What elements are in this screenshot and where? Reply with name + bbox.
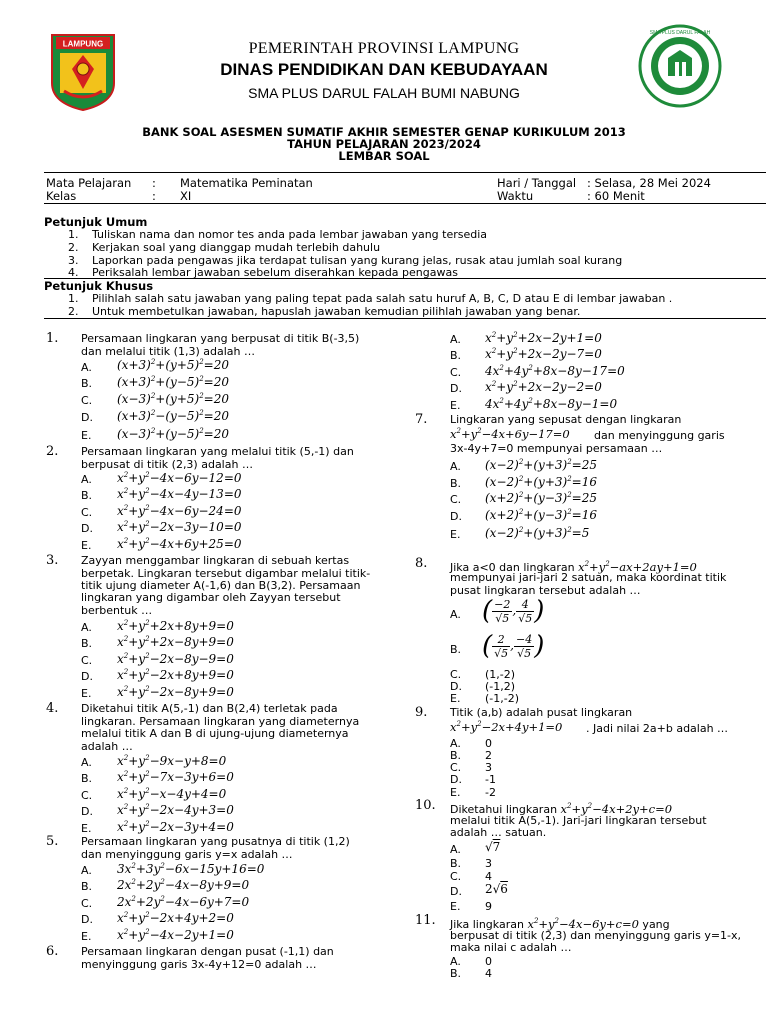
q2-option-d: $x^2+y^2-2x-3y-10=0$ <box>117 520 242 534</box>
pu-item-3: Laporkan pada pengawas jika terdapat tulisan yang kurang jelas, rusak atau jumlah soal kurang <box>92 254 623 267</box>
q10-letter-d: D. <box>450 885 462 898</box>
kelas-label: Kelas <box>46 189 77 203</box>
q2-text-2: berpusat di titik (2,3) adalah … <box>81 458 253 471</box>
q10-equation: $x^2+y^2-4x+2y+c=0$ <box>560 801 673 816</box>
q2-number: 2. <box>46 444 59 459</box>
kelas-value: XI <box>180 189 192 203</box>
q3-text-4: lingkaran yang digambar oleh Zayyan tersebut <box>81 591 341 604</box>
kelas-colon: : <box>152 189 156 203</box>
q3-letter-a: A. <box>81 621 92 634</box>
q4-letter-e: E. <box>81 822 92 835</box>
q10-option-e: 9 <box>485 900 492 913</box>
q5-letter-a: A. <box>81 864 92 877</box>
q1-letter-b: B. <box>81 377 93 390</box>
header-department: DINAS PENDIDIKAN DAN KEBUDAYAAN <box>220 60 548 79</box>
q3-text-1: Zayyan menggambar lingkaran di sebuah kertas <box>81 554 350 567</box>
q1-option-b: $(x+3)^2+(y-5)^2=20$ <box>117 375 229 389</box>
q4-text-1: Diketahui titik A(5,-1) dan B(2,4) terletak pada <box>81 702 338 715</box>
q11-equation: $x^2+y^2-4x-6y+c=0$ <box>527 916 639 931</box>
q5-letter-e: E. <box>81 930 92 943</box>
q3-text-5: berbentuk … <box>81 604 153 617</box>
header-government: PEMERINTAH PROVINSI LAMPUNG <box>248 40 520 57</box>
mapel-value: Matematika Peminatan <box>180 176 313 190</box>
q8-text-1a: Jika a<0 dan lingkaran <box>450 560 579 574</box>
q7-text-2: dan menyinggung garis <box>594 429 725 442</box>
hari-value: : Selasa, 28 Mei 2024 <box>587 176 711 190</box>
q7-number: 7. <box>415 412 428 427</box>
q1-letter-a: A. <box>81 361 92 374</box>
logo-left-text: LAMPUNG <box>62 39 104 49</box>
pu-item-2: Kerjakan soal yang dianggap mudah terlebih dahulu <box>92 241 381 254</box>
svg-text:★: ★ <box>652 64 659 72</box>
q3-option-a: $x^2+y^2+2x+8y+9=0$ <box>117 619 234 633</box>
q8-text-3: pusat lingkaran tersebut adalah … <box>450 584 641 597</box>
q1-option-e: $(x-3)^2+(y-5)^2=20$ <box>117 427 229 441</box>
q1-text-2: dan melalui titik (1,3) adalah … <box>81 345 255 358</box>
q5-option-b: $2x^2+2y^2-4x-8y+9=0$ <box>117 878 250 892</box>
q10-letter-c: C. <box>450 870 462 883</box>
q11-text-1b: yang <box>638 917 670 931</box>
q3-letter-e: E. <box>81 687 92 700</box>
q7-letter-d: D. <box>450 510 462 523</box>
q3-letter-c: C. <box>81 654 93 667</box>
q3-option-d: $x^2+y^2-2x+8y+9=0$ <box>117 668 234 682</box>
q4-letter-a: A. <box>81 756 92 769</box>
q1-letter-c: C. <box>81 394 93 407</box>
pk-item-1: Pilihlah salah satu jawaban yang paling tepat pada salah satu huruf A, B, C, D atau E di lembar jawaban . <box>92 292 673 305</box>
q9-number: 9. <box>415 705 428 720</box>
q1-letter-d: D. <box>81 411 93 424</box>
q6-text-2: menyinggung garis 3x-4y+12=0 adalah … <box>81 958 317 971</box>
q8-number: 8. <box>415 556 428 571</box>
q7-option-a: $(x-2)^2+(y+3)^2=25$ <box>485 458 597 472</box>
q8-option-a: ( $\frac{-2}{√5}$ , $\frac{4}{√5}$ ) <box>482 596 545 626</box>
q1-option-d: $(x+3)^2-(y-5)^2=20$ <box>117 409 229 423</box>
q1-option-c: $(x-3)^2+(y+5)^2=20$ <box>117 392 229 406</box>
q5-option-c: $2x^2+2y^2-4x-6y+7=0$ <box>117 895 250 909</box>
q7-letter-a: A. <box>450 460 461 473</box>
q9-text-2: . Jadi nilai 2a+b adalah … <box>586 722 729 735</box>
q10-letter-a: A. <box>450 843 461 856</box>
q7-text-1: Lingkaran yang sepusat dengan lingkaran <box>450 413 682 426</box>
q3-option-b: $x^2+y^2+2x-8y+9=0$ <box>117 635 234 649</box>
q8-letter-a: A. <box>450 608 461 621</box>
petunjuk-khusus-title: Petunjuk Khusus <box>44 279 154 293</box>
q11-number: 11. <box>415 913 436 928</box>
q5-number: 5. <box>46 834 59 849</box>
q10-option-c: 4 <box>485 870 492 883</box>
q3-text-3: titik ujung diameter A(-1,6) dan B(3,2). Persamaan <box>81 579 361 592</box>
q2-option-b: $x^2+y^2-4x-4y-13=0$ <box>117 487 242 501</box>
q10-option-d: 2√6 <box>485 882 508 896</box>
q10-text-3: adalah … satuan. <box>450 826 547 839</box>
svg-text:★: ★ <box>702 64 709 72</box>
q9-letter-c: C. <box>450 761 462 774</box>
q3-option-e: $x^2+y^2-2x-8y+9=0$ <box>117 685 234 699</box>
pu-num-2: 2. <box>68 241 79 254</box>
pk-item-2: Untuk membetulkan jawaban, hapuslah jawaban kemudian pilihlah jawaban yang benar. <box>92 305 581 318</box>
q8-equation: $x^2+y^2-ax+2ay+1=0$ <box>578 559 697 574</box>
q3-letter-d: D. <box>81 670 93 683</box>
q7-option-d: $(x+2)^2+(y-3)^2=16$ <box>485 508 597 522</box>
q6-option-a: $x^2+y^2+2x-2y+1=0$ <box>485 331 602 345</box>
q4-option-a: $x^2+y^2-9x-y+8=0$ <box>117 754 227 768</box>
pu-num-3: 3. <box>68 254 79 267</box>
mapel-colon: : <box>152 176 156 190</box>
q7-letter-c: C. <box>450 493 462 506</box>
q8-option-c: (1,-2) <box>485 668 516 681</box>
q3-text-2: berpetak. Lingkaran tersebut digambar melalui titik- <box>81 567 371 580</box>
q10-number: 10. <box>415 798 436 813</box>
logo-right-text: SMA PLUS DARUL FALAH <box>649 30 711 36</box>
q2-letter-b: B. <box>81 489 93 502</box>
q8-letter-b: B. <box>450 643 462 656</box>
q10-option-a: √7 <box>485 840 501 854</box>
q2-letter-c: C. <box>81 506 93 519</box>
q6-letter-c: C. <box>450 366 462 379</box>
divider-bottom <box>44 318 766 319</box>
q4-option-e: $x^2+y^2-2x-3y+4=0$ <box>117 820 234 834</box>
q8-option-e: (-1,-2) <box>485 692 520 705</box>
q10-text-1a: Diketahui lingkaran <box>450 802 561 816</box>
doc-title-line2: TAHUN PELAJARAN 2023/2024 <box>287 137 481 151</box>
q7-option-e: $(x-2)^2+(y+3)^2=5$ <box>485 526 590 540</box>
q4-letter-b: B. <box>81 772 93 785</box>
q5-text-2: dan menyinggung garis y=x adalah … <box>81 848 293 861</box>
q9-text-1: Titik (a,b) adalah pusat lingkaran <box>450 706 633 719</box>
q11-text-3: maka nilai c adalah … <box>450 941 572 954</box>
q9-letter-e: E. <box>450 786 461 799</box>
q4-text-4: adalah … <box>81 740 133 753</box>
q7-option-b: $(x-2)^2+(y+3)^2=16$ <box>485 475 597 489</box>
petunjuk-umum-title: Petunjuk Umum <box>44 215 148 229</box>
q6-letter-e: E. <box>450 399 461 412</box>
pu-item-4: Periksalah lembar jawaban sebelum diserahkan kepada pengawas <box>92 266 458 279</box>
q7-option-c: $(x+2)^2+(y-3)^2=25$ <box>485 491 597 505</box>
q4-option-b: $x^2+y^2-7x-3y+6=0$ <box>117 770 234 784</box>
q6-letter-d: D. <box>450 382 462 395</box>
q8-letter-d: D. <box>450 680 462 693</box>
q10-option-b: 3 <box>485 857 492 870</box>
q9-option-b: 2 <box>485 749 492 762</box>
q2-option-c: $x^2+y^2-4x-6y-24=0$ <box>117 504 242 518</box>
q6-number: 6. <box>46 944 59 959</box>
q7-letter-e: E. <box>450 528 461 541</box>
q1-letter-e: E. <box>81 429 92 442</box>
q9-option-c: 3 <box>485 761 492 774</box>
q4-option-d: $x^2+y^2-2x-4y+3=0$ <box>117 803 234 817</box>
q5-option-d: $x^2+y^2-2x+4y+2=0$ <box>117 911 234 925</box>
q2-letter-d: D. <box>81 522 93 535</box>
q2-letter-e: E. <box>81 539 92 552</box>
q9-equation: $x^2+y^2-2x+4y+1=0$ <box>450 720 563 734</box>
q8-letter-e: E. <box>450 692 461 705</box>
doc-title-line1: BANK SOAL ASESMEN SUMATIF AKHIR SEMESTER GENAP KURIKULUM 2013 <box>142 125 626 139</box>
q4-letter-c: C. <box>81 789 93 802</box>
header-school: SMA PLUS DARUL FALAH BUMI NABUNG <box>248 85 520 101</box>
q6-text-1: Persamaan lingkaran dengan pusat (-1,1) dan <box>81 945 334 958</box>
q6-letter-b: B. <box>450 349 462 362</box>
q6-option-c: $4x^2+4y^2+8x-8y-17=0$ <box>485 364 625 378</box>
pu-item-1: Tuliskan nama dan nomor tes anda pada lembar jawaban yang tersedia <box>92 228 488 241</box>
q3-number: 3. <box>46 553 59 568</box>
q1-number: 1. <box>46 331 59 346</box>
q4-number: 4. <box>46 701 59 716</box>
waktu-value: : 60 Menit <box>587 189 645 203</box>
q11-option-a: 0 <box>485 955 492 968</box>
q6-option-d: $x^2+y^2+2x-2y-2=0$ <box>485 380 602 394</box>
pk-num-2: 2. <box>68 305 79 318</box>
q11-text-1a: Jika lingkaran <box>450 917 528 931</box>
q9-letter-b: B. <box>450 749 462 762</box>
q9-letter-d: D. <box>450 773 462 786</box>
q9-letter-a: A. <box>450 737 461 750</box>
q10-letter-e: E. <box>450 900 461 913</box>
q2-letter-a: A. <box>81 473 92 486</box>
q11-letter-a: A. <box>450 955 461 968</box>
q7-text-3: 3x-4y+7=0 mempunyai persamaan … <box>450 442 663 455</box>
waktu-label: Waktu <box>497 189 534 203</box>
divider-top <box>44 172 766 173</box>
hari-label: Hari / Tanggal <box>497 176 577 190</box>
q2-text-1: Persamaan lingkaran yang melalui titik (5,-1) dan <box>81 445 354 458</box>
q8-option-b: ( $\frac{2}{√5}$ , $\frac{-4}{√5}$ ) <box>482 631 545 661</box>
q3-option-c: $x^2+y^2-2x-8y-9=0$ <box>117 652 234 666</box>
q4-text-3: melalui titik A dan B di ujung-ujung diameternya <box>81 727 349 740</box>
q5-letter-c: C. <box>81 897 93 910</box>
q10-text-2: melalui titik A(5,-1). Jari-jari lingkaran tersebut <box>450 814 707 827</box>
q11-text-2: berpusat di titik (2,3) dan menyinggung garis y=1-x, <box>450 929 742 942</box>
q5-option-e: $x^2+y^2-4x-2y+1=0$ <box>117 928 234 942</box>
q8-option-d: (-1,2) <box>485 680 516 693</box>
q10-letter-b: B. <box>450 857 462 870</box>
q6-option-b: $x^2+y^2+2x-2y-7=0$ <box>485 347 602 361</box>
q9-option-d: -1 <box>485 773 496 786</box>
q4-text-2: lingkaran. Persamaan lingkaran yang diameternya <box>81 715 360 728</box>
q6-letter-a: A. <box>450 333 461 346</box>
q11-letter-b: B. <box>450 967 462 980</box>
q7-equation: $x^2+y^2-4x+6y-17=0$ <box>450 427 570 441</box>
q2-option-a: $x^2+y^2-4x-6y-12=0$ <box>117 471 242 485</box>
mapel-label: Mata Pelajaran <box>46 176 132 190</box>
q6-option-e: $4x^2+4y^2+8x-8y-1=0$ <box>485 397 618 411</box>
q3-letter-b: B. <box>81 637 93 650</box>
doc-title-line3: LEMBAR SOAL <box>338 149 430 163</box>
q4-letter-d: D. <box>81 805 93 818</box>
divider-mid <box>44 203 766 204</box>
q5-letter-d: D. <box>81 913 93 926</box>
q7-letter-b: B. <box>450 477 462 490</box>
q9-option-a: 0 <box>485 737 492 750</box>
q5-option-a: $3x^2+3y^2-6x-15y+16=0$ <box>117 862 265 876</box>
pu-num-1: 1. <box>68 228 79 241</box>
q8-letter-c: C. <box>450 668 462 681</box>
q4-option-c: $x^2+y^2-x-4y+4=0$ <box>117 787 227 801</box>
q5-letter-b: B. <box>81 880 93 893</box>
q1-text-1: Persamaan lingkaran yang berpusat di titik B(-3,5) <box>81 332 360 345</box>
pk-num-1: 1. <box>68 292 79 305</box>
q9-option-e: -2 <box>485 786 496 799</box>
pu-num-4: 4. <box>68 266 79 279</box>
q5-text-1: Persamaan lingkaran yang pusatnya di titik (1,2) <box>81 835 350 848</box>
q11-option-b: 4 <box>485 967 492 980</box>
q8-text-2: mempunyai jari-jari 2 satuan, maka koordinat titik <box>450 571 727 584</box>
q2-option-e: $x^2+y^2-4x+6y+25=0$ <box>117 537 242 551</box>
q1-option-a: $(x+3)^2+(y+5)^2=20$ <box>117 358 229 372</box>
